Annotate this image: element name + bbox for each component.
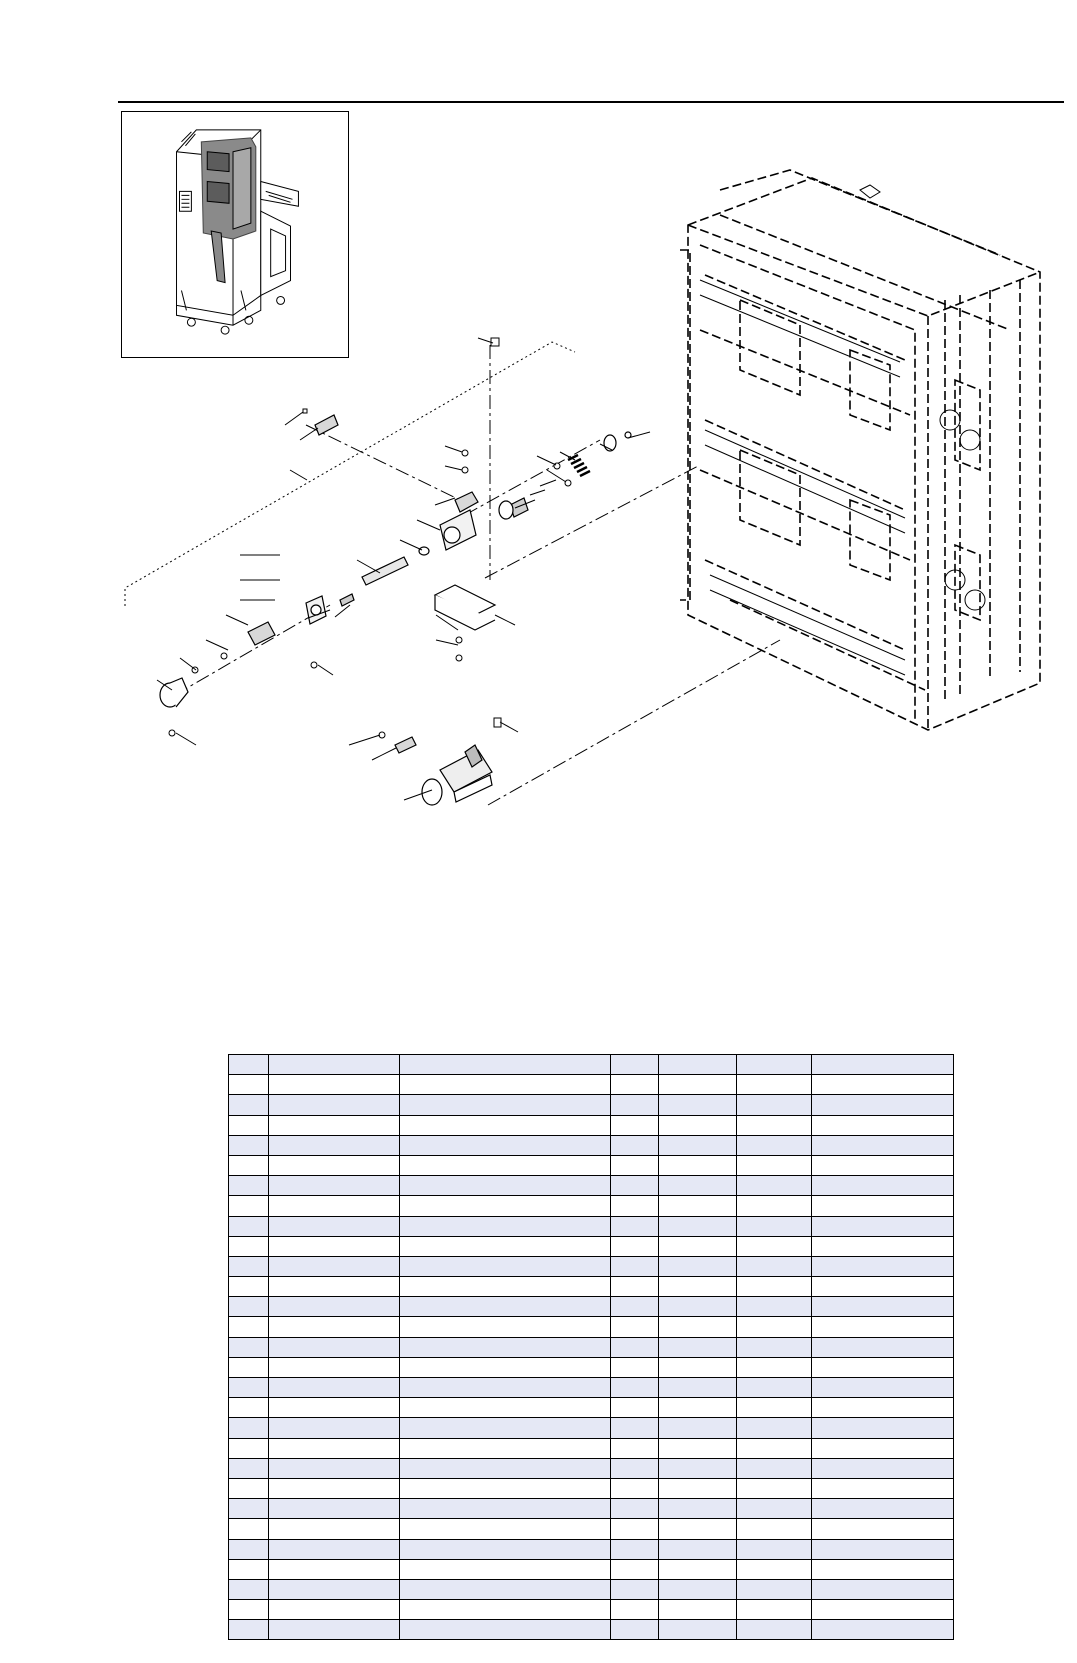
table-cell bbox=[659, 1499, 737, 1519]
table-cell bbox=[611, 1559, 659, 1579]
table-cell bbox=[737, 1378, 812, 1398]
parts-list-table bbox=[228, 1054, 954, 1640]
table-cell bbox=[400, 1176, 611, 1196]
table-cell bbox=[812, 1256, 954, 1276]
table-cell bbox=[659, 1478, 737, 1498]
table-cell bbox=[737, 1579, 812, 1599]
table-cell bbox=[659, 1337, 737, 1357]
table-cell bbox=[737, 1418, 812, 1438]
table-cell bbox=[737, 1075, 812, 1095]
table-cell bbox=[659, 1600, 737, 1620]
table-cell bbox=[611, 1337, 659, 1357]
table-cell bbox=[400, 1600, 611, 1620]
table-cell bbox=[812, 1519, 954, 1539]
table-cell bbox=[269, 1579, 400, 1599]
table-cell bbox=[812, 1176, 954, 1196]
table-cell bbox=[400, 1337, 611, 1357]
table-cell bbox=[400, 1115, 611, 1135]
table-cell bbox=[269, 1337, 400, 1357]
table-cell bbox=[229, 1337, 269, 1357]
table-cell bbox=[812, 1277, 954, 1297]
table-cell bbox=[659, 1579, 737, 1599]
table-cell bbox=[229, 1277, 269, 1297]
table-row bbox=[229, 1519, 954, 1539]
table-cell bbox=[611, 1135, 659, 1155]
table-cell bbox=[737, 1357, 812, 1377]
table-cell bbox=[659, 1438, 737, 1458]
table-cell bbox=[737, 1115, 812, 1135]
table-cell bbox=[611, 1216, 659, 1236]
table-cell bbox=[269, 1055, 400, 1075]
table-cell bbox=[229, 1256, 269, 1276]
table-cell bbox=[659, 1135, 737, 1155]
table-cell bbox=[269, 1418, 400, 1438]
table-cell bbox=[269, 1135, 400, 1155]
table-cell bbox=[737, 1196, 812, 1216]
table-cell bbox=[611, 1378, 659, 1398]
table-cell bbox=[400, 1277, 611, 1297]
table-row bbox=[229, 1357, 954, 1377]
table-cell bbox=[737, 1519, 812, 1539]
table-cell bbox=[659, 1297, 737, 1317]
table-cell bbox=[229, 1620, 269, 1640]
table-row bbox=[229, 1216, 954, 1236]
table-cell bbox=[229, 1297, 269, 1317]
table-cell bbox=[611, 1418, 659, 1438]
table-cell bbox=[269, 1297, 400, 1317]
table-cell bbox=[659, 1075, 737, 1095]
table-cell bbox=[400, 1620, 611, 1640]
table-row bbox=[229, 1579, 954, 1599]
table-cell bbox=[659, 1236, 737, 1256]
table-cell bbox=[269, 1458, 400, 1478]
table-cell bbox=[400, 1398, 611, 1418]
table-cell bbox=[400, 1458, 611, 1478]
table-cell bbox=[737, 1055, 812, 1075]
table-cell bbox=[269, 1600, 400, 1620]
table-cell bbox=[269, 1519, 400, 1539]
table-cell bbox=[269, 1176, 400, 1196]
table-cell bbox=[737, 1559, 812, 1579]
table-cell bbox=[812, 1478, 954, 1498]
table-cell bbox=[269, 1398, 400, 1418]
table-cell bbox=[812, 1196, 954, 1216]
table-cell bbox=[611, 1256, 659, 1276]
table-cell bbox=[229, 1135, 269, 1155]
table-cell bbox=[400, 1519, 611, 1539]
table-cell bbox=[229, 1317, 269, 1337]
table-cell bbox=[812, 1539, 954, 1559]
table-row bbox=[229, 1075, 954, 1095]
table-cell bbox=[812, 1357, 954, 1377]
table-cell bbox=[659, 1458, 737, 1478]
table-cell bbox=[400, 1357, 611, 1377]
table-row bbox=[229, 1620, 954, 1640]
table-cell bbox=[812, 1499, 954, 1519]
table-cell bbox=[737, 1499, 812, 1519]
table-cell bbox=[269, 1115, 400, 1135]
table-cell bbox=[611, 1539, 659, 1559]
table-cell bbox=[659, 1115, 737, 1135]
table-cell bbox=[812, 1579, 954, 1599]
table-cell bbox=[229, 1418, 269, 1438]
table-cell bbox=[737, 1438, 812, 1458]
table-cell bbox=[659, 1559, 737, 1579]
table-cell bbox=[737, 1236, 812, 1256]
table-cell bbox=[659, 1378, 737, 1398]
table-cell bbox=[812, 1216, 954, 1236]
table-cell bbox=[269, 1216, 400, 1236]
table-cell bbox=[659, 1620, 737, 1640]
table-cell bbox=[269, 1256, 400, 1276]
table-cell bbox=[737, 1256, 812, 1276]
table-cell bbox=[269, 1478, 400, 1498]
table-cell bbox=[611, 1357, 659, 1377]
table-cell bbox=[229, 1055, 269, 1075]
table-cell bbox=[400, 1579, 611, 1599]
table-row bbox=[229, 1378, 954, 1398]
table-cell bbox=[737, 1135, 812, 1155]
table-cell bbox=[611, 1115, 659, 1135]
table-cell bbox=[611, 1317, 659, 1337]
table-cell bbox=[812, 1438, 954, 1458]
table-cell bbox=[812, 1398, 954, 1418]
table-cell bbox=[611, 1095, 659, 1115]
table-cell bbox=[269, 1620, 400, 1640]
table-cell bbox=[812, 1418, 954, 1438]
table-row bbox=[229, 1418, 954, 1438]
table-cell bbox=[659, 1095, 737, 1115]
table-cell bbox=[269, 1155, 400, 1175]
table-cell bbox=[229, 1438, 269, 1458]
table-cell bbox=[400, 1499, 611, 1519]
table-row bbox=[229, 1499, 954, 1519]
table-cell bbox=[611, 1579, 659, 1599]
table-cell bbox=[659, 1418, 737, 1438]
table-row bbox=[229, 1256, 954, 1276]
table-cell bbox=[611, 1176, 659, 1196]
table-cell bbox=[812, 1559, 954, 1579]
table-cell bbox=[737, 1600, 812, 1620]
table-row bbox=[229, 1559, 954, 1579]
table-cell bbox=[229, 1095, 269, 1115]
table-cell bbox=[229, 1559, 269, 1579]
table-cell bbox=[737, 1155, 812, 1175]
table-cell bbox=[229, 1236, 269, 1256]
table-cell bbox=[400, 1438, 611, 1458]
table-cell bbox=[229, 1600, 269, 1620]
table-cell bbox=[269, 1196, 400, 1216]
table-row bbox=[229, 1438, 954, 1458]
table-cell bbox=[812, 1378, 954, 1398]
table-cell bbox=[611, 1155, 659, 1175]
table-cell bbox=[659, 1277, 737, 1297]
table-cell bbox=[229, 1478, 269, 1498]
table-row bbox=[229, 1196, 954, 1216]
table-cell bbox=[812, 1115, 954, 1135]
table-cell bbox=[400, 1055, 611, 1075]
table-cell bbox=[400, 1155, 611, 1175]
table-row bbox=[229, 1236, 954, 1256]
table-cell bbox=[659, 1216, 737, 1236]
table-cell bbox=[269, 1438, 400, 1458]
table-cell bbox=[269, 1095, 400, 1115]
table-row bbox=[229, 1277, 954, 1297]
table-row bbox=[229, 1539, 954, 1559]
table-cell bbox=[812, 1458, 954, 1478]
table-cell bbox=[659, 1398, 737, 1418]
table-cell bbox=[229, 1579, 269, 1599]
table-cell bbox=[400, 1478, 611, 1498]
table-cell bbox=[400, 1196, 611, 1216]
table-cell bbox=[229, 1115, 269, 1135]
table-cell bbox=[611, 1398, 659, 1418]
table-cell bbox=[737, 1297, 812, 1317]
table-row bbox=[229, 1337, 954, 1357]
table-cell bbox=[737, 1337, 812, 1357]
table-cell bbox=[400, 1539, 611, 1559]
table-cell bbox=[611, 1236, 659, 1256]
table-cell bbox=[400, 1317, 611, 1337]
table-row bbox=[229, 1458, 954, 1478]
table-cell bbox=[812, 1095, 954, 1115]
table-cell bbox=[269, 1277, 400, 1297]
table-cell bbox=[269, 1075, 400, 1095]
table-cell bbox=[737, 1095, 812, 1115]
table-cell bbox=[400, 1095, 611, 1115]
table-cell bbox=[737, 1176, 812, 1196]
table-cell bbox=[812, 1236, 954, 1256]
table-cell bbox=[659, 1357, 737, 1377]
table-cell bbox=[659, 1155, 737, 1175]
table-cell bbox=[611, 1277, 659, 1297]
table-cell bbox=[611, 1297, 659, 1317]
table-cell bbox=[229, 1458, 269, 1478]
table-row bbox=[229, 1297, 954, 1317]
table-row bbox=[229, 1095, 954, 1115]
table-cell bbox=[400, 1075, 611, 1095]
table-cell bbox=[400, 1559, 611, 1579]
table-row bbox=[229, 1155, 954, 1175]
table-cell bbox=[611, 1075, 659, 1095]
table-cell bbox=[659, 1256, 737, 1276]
table-cell bbox=[812, 1600, 954, 1620]
table-cell bbox=[659, 1539, 737, 1559]
cabinet-frame-icon bbox=[680, 170, 1040, 730]
table-cell bbox=[400, 1297, 611, 1317]
table-cell bbox=[611, 1055, 659, 1075]
table-cell bbox=[229, 1155, 269, 1175]
table-cell bbox=[400, 1236, 611, 1256]
table-row bbox=[229, 1115, 954, 1135]
table-cell bbox=[400, 1378, 611, 1398]
table-cell bbox=[611, 1196, 659, 1216]
table-cell bbox=[611, 1600, 659, 1620]
table-cell bbox=[400, 1135, 611, 1155]
table-row bbox=[229, 1398, 954, 1418]
table-cell bbox=[269, 1317, 400, 1337]
table-cell bbox=[229, 1499, 269, 1519]
table-cell bbox=[611, 1519, 659, 1539]
table-cell bbox=[269, 1559, 400, 1579]
table-cell bbox=[812, 1155, 954, 1175]
table-cell bbox=[737, 1398, 812, 1418]
table-cell bbox=[737, 1216, 812, 1236]
table-cell bbox=[400, 1256, 611, 1276]
table-cell bbox=[229, 1357, 269, 1377]
table-row bbox=[229, 1317, 954, 1337]
table-cell bbox=[812, 1337, 954, 1357]
table-cell bbox=[737, 1277, 812, 1297]
table-row bbox=[229, 1055, 954, 1075]
table-cell bbox=[229, 1075, 269, 1095]
table-cell bbox=[611, 1620, 659, 1640]
table-cell bbox=[812, 1297, 954, 1317]
table-cell bbox=[400, 1216, 611, 1236]
table-cell bbox=[812, 1317, 954, 1337]
table-cell bbox=[269, 1499, 400, 1519]
table-cell bbox=[229, 1216, 269, 1236]
table-cell bbox=[269, 1378, 400, 1398]
table-cell bbox=[229, 1519, 269, 1539]
table-cell bbox=[229, 1539, 269, 1559]
table-cell bbox=[269, 1539, 400, 1559]
table-cell bbox=[659, 1196, 737, 1216]
table-cell bbox=[812, 1055, 954, 1075]
exploded-view bbox=[0, 0, 1077, 830]
table-cell bbox=[611, 1478, 659, 1498]
table-cell bbox=[229, 1176, 269, 1196]
table-cell bbox=[611, 1458, 659, 1478]
table-cell bbox=[229, 1196, 269, 1216]
table-cell bbox=[737, 1458, 812, 1478]
table-cell bbox=[812, 1075, 954, 1095]
table-cell bbox=[659, 1055, 737, 1075]
table-cell bbox=[269, 1357, 400, 1377]
table-cell bbox=[659, 1176, 737, 1196]
table-cell bbox=[229, 1378, 269, 1398]
table-cell bbox=[400, 1418, 611, 1438]
table-cell bbox=[812, 1135, 954, 1155]
table-row bbox=[229, 1176, 954, 1196]
exploded-assembly-icon bbox=[160, 415, 631, 805]
table-cell bbox=[737, 1539, 812, 1559]
table-cell bbox=[737, 1620, 812, 1640]
table-cell bbox=[269, 1236, 400, 1256]
table-row bbox=[229, 1600, 954, 1620]
table-cell bbox=[659, 1519, 737, 1539]
table-cell bbox=[737, 1478, 812, 1498]
table-cell bbox=[611, 1438, 659, 1458]
table-cell bbox=[659, 1317, 737, 1337]
table-cell bbox=[229, 1398, 269, 1418]
table-cell bbox=[737, 1317, 812, 1337]
table-cell bbox=[611, 1499, 659, 1519]
table-row bbox=[229, 1478, 954, 1498]
table-row bbox=[229, 1135, 954, 1155]
table-cell bbox=[812, 1620, 954, 1640]
